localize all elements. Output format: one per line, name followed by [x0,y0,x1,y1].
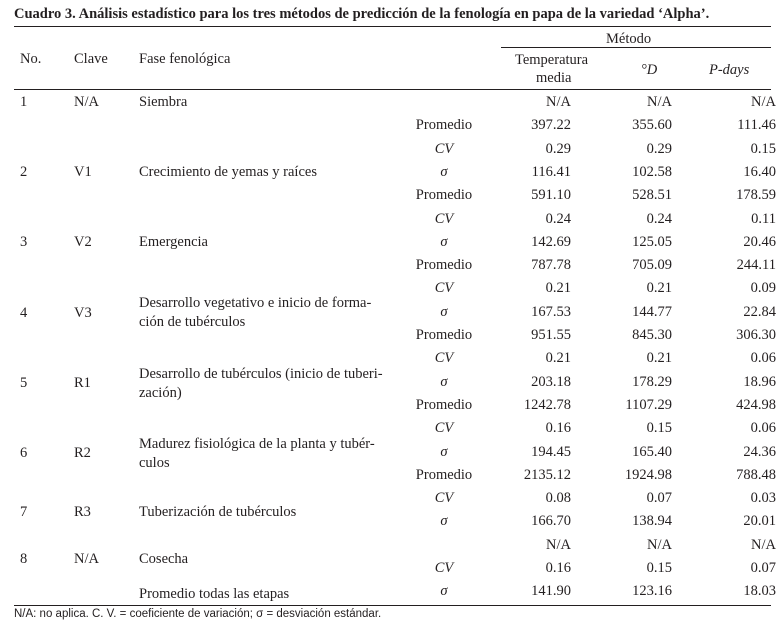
stage-fase: Emergencia [139,234,208,250]
stat-label: σ [440,444,448,460]
temperatura-media-value: 194.45 [531,444,571,460]
temperatura-media-value: 951.55 [531,327,571,343]
temperatura-media-value: 167.53 [531,304,571,320]
p-days-value: 111.46 [737,117,776,133]
stage-fase-line1: Madurez fisiológica de la planta y tubér- [139,436,375,452]
grados-dia-value: 0.15 [646,420,672,436]
temperatura-media-value: 2135.12 [523,467,571,483]
temperatura-media-value: 141.90 [531,583,571,599]
stat-label: σ [440,164,448,180]
stage-no: 1 [20,94,28,110]
p-days-value: 20.01 [743,513,776,529]
stat-label: CV [434,141,454,157]
top-rule [14,26,771,27]
p-days-value: 22.84 [743,304,776,320]
p-days-value: N/A [751,94,776,110]
grados-dia-value: 0.21 [646,280,672,296]
temperatura-media-value: 787.78 [531,257,571,273]
p-days-value: 0.06 [750,350,776,366]
stage-fase: Tuberización de tubérculos [139,504,297,520]
stat-label: CV [434,350,454,366]
grados-dia-value: N/A [647,94,672,110]
stage-fase-line1: Desarrollo vegetativo e inicio de forma- [139,295,372,311]
p-days-value: 178.59 [736,187,776,203]
stage-clave: V1 [74,164,92,180]
stat-label: Promedio [415,117,473,133]
stat-label: Promedio [415,467,473,483]
p-days-value: 0.07 [750,560,776,576]
stat-label: CV [434,420,454,436]
stat-label: Promedio [415,327,473,343]
grados-dia-value: 0.15 [646,560,672,576]
temperatura-media-value: 397.22 [531,117,571,133]
stat-label: CV [434,211,454,227]
temperatura-media-value: 0.16 [545,560,571,576]
grados-dia-value: 102.58 [632,164,672,180]
stage-fase-line1: Desarrollo de tubérculos (inicio de tuberi- [139,366,383,382]
p-days-value: 0.09 [750,280,776,296]
temperatura-media-value: 1242.78 [523,397,571,413]
header-fase: Fase fenológica [139,51,231,67]
stage-clave: R2 [74,445,91,461]
temperatura-media-value: 203.18 [531,374,571,390]
temperatura-media-value: N/A [546,537,571,553]
temperatura-media-value: 142.69 [531,234,571,250]
p-days-value: 16.40 [743,164,776,180]
table-caption: Cuadro 3. Análisis estadístico para los tres métodos de predicción de la fenología en papa de la variedad ‘Alpha’. [14,6,710,22]
stat-label: σ [440,234,448,250]
temperatura-media-value: N/A [546,94,571,110]
p-days-value: 424.98 [736,397,776,413]
stage-fase: Crecimiento de yemas y raíces [139,164,317,180]
p-days-value: 18.03 [743,583,776,599]
grados-dia-value: 1924.98 [624,467,672,483]
bottom-rule [14,605,771,606]
temperatura-media-value: 0.29 [545,141,571,157]
grados-dia-value: 0.07 [646,490,672,506]
stage-no: 7 [20,504,28,520]
stage-fase: Cosecha [139,551,189,567]
stat-label: CV [434,280,454,296]
temperatura-media-value: 0.21 [545,350,571,366]
stage-fase: Siembra [139,94,188,110]
stage-no: 4 [20,305,28,321]
header-rule [14,89,771,90]
p-days-value: 0.03 [750,490,776,506]
stat-label: σ [440,583,448,599]
p-days-value: 20.46 [743,234,776,250]
footnote: N/A: no aplica. C. V. = coeficiente de variación; σ = desviación estándar. [14,608,382,620]
p-days-value: 306.30 [736,327,776,343]
stat-label: Promedio [415,397,473,413]
stat-label: σ [440,374,448,390]
stage-clave: R3 [74,504,91,520]
header-pdays: P-days [709,62,750,78]
grados-dia-value: 144.77 [632,304,672,320]
p-days-value: 0.06 [750,420,776,436]
stage-fase-line2: zación) [139,385,182,401]
total-label: Promedio todas las etapas [139,586,290,602]
stage-fase-line2: culos [139,455,170,471]
grados-dia-value: 1107.29 [625,397,672,413]
temperatura-media-value: 0.21 [545,280,571,296]
stage-clave: R1 [74,375,91,391]
stage-clave: N/A [74,94,99,110]
grados-dia-value: 845.30 [632,327,672,343]
p-days-value: 0.15 [750,141,776,157]
stat-label: σ [440,304,448,320]
grados-dia-value: 178.29 [632,374,672,390]
grados-dia-value: 355.60 [632,117,672,133]
temperatura-media-value: 0.08 [545,490,571,506]
header-temp-line2: media [536,70,572,86]
stat-label: Promedio [415,257,473,273]
stage-no: 5 [20,375,28,391]
header-temp-line1: Temperatura [515,52,589,68]
header-metodo: Método [606,31,652,47]
grados-dia-value: 705.09 [632,257,672,273]
p-days-value: 244.11 [736,257,776,273]
stage-clave: V3 [74,305,92,321]
temperatura-media-value: 166.70 [531,513,571,529]
temperatura-media-value: 591.10 [531,187,571,203]
stage-clave: V2 [74,234,92,250]
grados-dia-value: 0.21 [646,350,672,366]
p-days-value: 24.36 [743,444,776,460]
temperatura-media-value: 0.16 [545,420,571,436]
grados-dia-value: 125.05 [632,234,672,250]
stage-clave: N/A [74,551,99,567]
temperatura-media-value: 116.41 [531,164,571,180]
header-dd: °D [641,62,658,78]
p-days-value: 18.96 [743,374,776,390]
grados-dia-value: 0.29 [646,141,672,157]
header-no: No. [20,51,42,67]
stat-label: σ [440,513,448,529]
grados-dia-value: 138.94 [632,513,672,529]
stage-no: 3 [20,234,28,250]
grados-dia-value: N/A [647,537,672,553]
p-days-value: N/A [751,537,776,553]
p-days-value: 0.11 [751,211,776,227]
stat-label: CV [434,490,454,506]
grados-dia-value: 165.40 [632,444,672,460]
stage-fase-line2: ción de tubérculos [139,314,246,330]
stage-no: 2 [20,164,28,180]
grados-dia-value: 528.51 [632,187,672,203]
p-days-value: 788.48 [736,467,776,483]
stage-no: 6 [20,445,28,461]
grados-dia-value: 0.24 [646,211,672,227]
grados-dia-value: 123.16 [632,583,672,599]
stage-no: 8 [20,551,28,567]
stat-label: CV [434,560,454,576]
temperatura-media-value: 0.24 [545,211,571,227]
header-clave: Clave [74,51,108,67]
stat-label: Promedio [415,187,473,203]
